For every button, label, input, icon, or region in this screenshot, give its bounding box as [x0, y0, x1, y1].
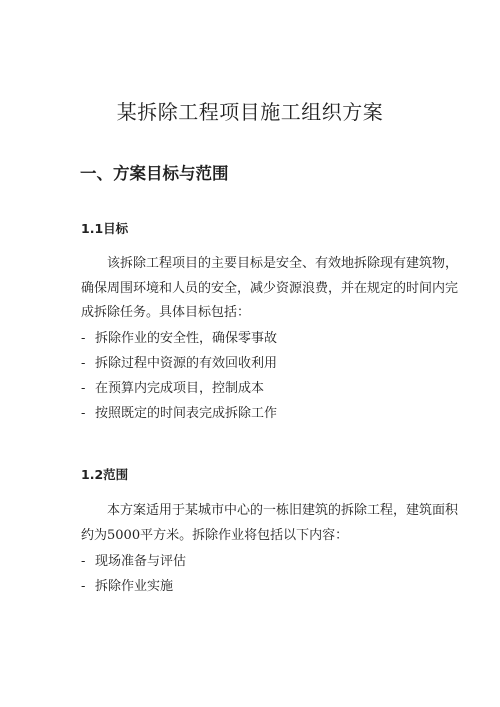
list-item-text: 拆除作业实施: [95, 579, 174, 594]
list-marker: -: [81, 381, 86, 396]
subsection-heading-scope: 1.2范围: [81, 467, 129, 482]
list-item-text: 拆除过程中资源的有效回收利用: [95, 356, 278, 371]
list-marker: -: [81, 554, 86, 569]
list-item: [81, 401, 277, 426]
list-marker: -: [81, 579, 86, 594]
scope-list: [81, 549, 186, 599]
list-item-text: 按照既定的时间表完成拆除工作: [95, 406, 278, 421]
list-item-text: 现场准备与评估: [95, 554, 187, 569]
list-marker: -: [81, 406, 86, 421]
list-item: [81, 326, 277, 351]
subsection-heading-goal: 1.1目标: [81, 221, 129, 236]
list-item-text: 拆除作业的安全性，确保零事故: [95, 331, 278, 346]
list-marker: -: [81, 356, 86, 371]
document-title: 某拆除工程项目施工组织方案: [116, 100, 384, 124]
section-heading-goals-and-scope: 一、方案目标与范围: [80, 164, 229, 183]
goal-paragraph: 该拆除工程项目的主要目标是安全、有效地拆除现有建筑物，确保周围环境和人员的安全，减少资源浪费，并在规定的时间内完成拆除任务。具体目标包括：: [81, 256, 459, 320]
scope-paragraph: 本方案适用于某城市中心的一栋旧建筑的拆除工程，建筑面积约为5000平方米。拆除作业将包括以下内容：: [81, 503, 459, 543]
list-marker: -: [81, 331, 86, 346]
list-item: [81, 351, 277, 376]
list-item-text: 在预算内完成项目，控制成本: [95, 381, 265, 396]
list-item: [81, 376, 277, 401]
list-item: [81, 574, 186, 599]
goal-list: [81, 326, 277, 426]
list-item: [81, 549, 186, 574]
